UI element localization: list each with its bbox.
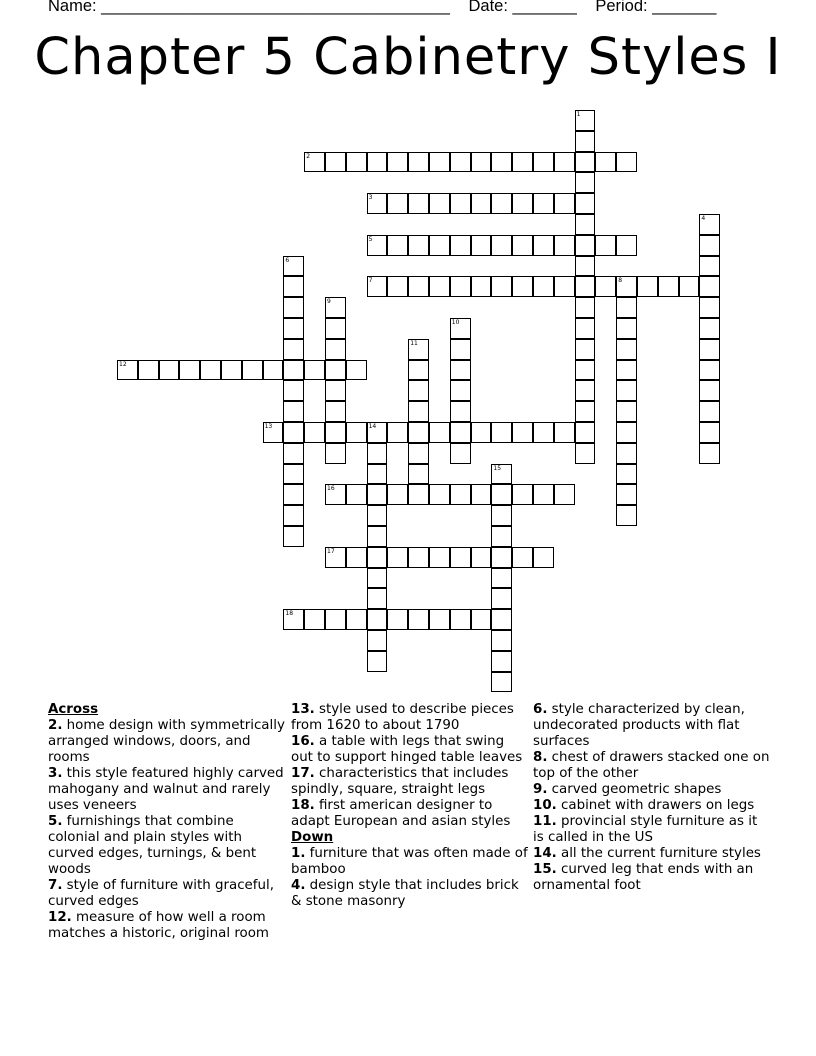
crossword-cell[interactable]: [575, 443, 596, 464]
clue-across-2: 2. home design with symmetrically arranged windows, doors, and rooms: [48, 718, 285, 765]
crossword-cell[interactable]: [408, 484, 429, 505]
crossword-cell[interactable]: [595, 152, 616, 173]
clue-number: 14: [368, 423, 377, 430]
crossword-cell[interactable]: [408, 339, 429, 360]
crossword-cell[interactable]: [387, 422, 408, 443]
crossword-cell[interactable]: [450, 360, 471, 381]
crossword-cell[interactable]: [491, 672, 512, 693]
clue-down-11: 11. provincial style furniture as it is called in the US: [533, 814, 758, 845]
crossword-cell[interactable]: [533, 235, 554, 256]
crossword-cell[interactable]: [450, 401, 471, 422]
crossword-cell[interactable]: [575, 214, 596, 235]
crossword-cell[interactable]: [699, 235, 720, 256]
crossword-cell[interactable]: [554, 235, 575, 256]
crossword-cell[interactable]: [450, 193, 471, 214]
crossword-cell[interactable]: [429, 484, 450, 505]
crossword-cell[interactable]: [575, 193, 596, 214]
crossword-cell[interactable]: [429, 547, 450, 568]
crossword-cell[interactable]: [367, 588, 388, 609]
crossword-cell[interactable]: [138, 360, 159, 381]
crossword-cell[interactable]: [429, 193, 450, 214]
crossword-cell[interactable]: [283, 401, 304, 422]
clue-number: 17: [327, 547, 335, 555]
crossword-cell[interactable]: [575, 256, 596, 277]
crossword-cell[interactable]: [221, 360, 242, 381]
crossword-cell[interactable]: [346, 360, 367, 381]
clue-across-18: 18. first american designer to adapt European and asian styles: [291, 798, 511, 829]
crossword-cell[interactable]: [429, 152, 450, 173]
clue-across-13: 13. style used to describe pieces from 1620 to about 1790: [291, 702, 514, 733]
crossword-cell[interactable]: [699, 214, 720, 235]
clue-across-17: 17. characteristics that includes spindly, square, straight legs: [291, 766, 509, 797]
crossword-cell[interactable]: [575, 276, 596, 297]
crossword-cell[interactable]: [283, 256, 304, 277]
crossword-cell[interactable]: [325, 380, 346, 401]
crossword-cell[interactable]: [699, 318, 720, 339]
crossword-cell[interactable]: [450, 276, 471, 297]
crossword-cell[interactable]: [575, 152, 596, 173]
crossword-cell[interactable]: [512, 422, 533, 443]
crossword-cell[interactable]: [408, 360, 429, 381]
page-title: Chapter 5 Cabinetry Styles I: [34, 28, 782, 87]
clue-number: 2: [306, 152, 311, 160]
crossword-cell[interactable]: [491, 276, 512, 297]
crossword-cell[interactable]: [367, 526, 388, 547]
crossword-cell[interactable]: [471, 193, 492, 214]
crossword-cell[interactable]: [491, 609, 512, 630]
crossword-cell[interactable]: [616, 318, 637, 339]
crossword-cell[interactable]: [408, 401, 429, 422]
crossword-cell[interactable]: [491, 630, 512, 651]
crossword-cell[interactable]: [616, 339, 637, 360]
crossword-cell[interactable]: [533, 422, 554, 443]
crossword-cell[interactable]: [533, 276, 554, 297]
crossword-cell[interactable]: [325, 401, 346, 422]
crossword-cell[interactable]: [367, 484, 388, 505]
crossword-cell[interactable]: [325, 360, 346, 381]
crossword-cell[interactable]: [367, 568, 388, 589]
clues-column-3: [533, 702, 771, 894]
crossword-cell[interactable]: [408, 443, 429, 464]
crossword-cell[interactable]: [575, 422, 596, 443]
name-field[interactable]: Name: ______________________________________: [48, 0, 450, 15]
crossword-cell[interactable]: [408, 380, 429, 401]
crossword-cell[interactable]: [658, 276, 679, 297]
crossword-cell[interactable]: [554, 193, 575, 214]
crossword-cell[interactable]: [367, 505, 388, 526]
clue-number: 13: [264, 423, 273, 430]
crossword-cell[interactable]: [699, 443, 720, 464]
crossword-cell[interactable]: [325, 339, 346, 360]
crossword-cell[interactable]: [512, 276, 533, 297]
crossword-cell[interactable]: [575, 380, 596, 401]
crossword-cell[interactable]: [491, 547, 512, 568]
clues-column-2: [291, 702, 529, 910]
crossword-cell[interactable]: [367, 193, 388, 214]
crossword-cell[interactable]: [616, 297, 637, 318]
crossword-cell[interactable]: [325, 422, 346, 443]
clue-down-10: 10. cabinet with drawers on legs: [533, 798, 755, 813]
crossword-cell[interactable]: [367, 152, 388, 173]
clue-across-7: 7. style of furniture with graceful, curved edges: [48, 878, 274, 909]
period-field[interactable]: Period: _______: [595, 0, 717, 15]
clue-down-1: 1. furniture that was often made of bamboo: [291, 846, 528, 877]
clue-across-5: 5. furnishings that combine colonial and plain styles with curved edges, turnings, & bent woods: [48, 814, 257, 877]
clue-across-16: 16. a table with legs that swing out to support hinged table leaves: [291, 734, 523, 765]
crossword-cell[interactable]: [699, 256, 720, 277]
crossword-cell[interactable]: [429, 422, 450, 443]
clue-number: 18: [285, 610, 294, 618]
crossword-cell[interactable]: [346, 547, 367, 568]
crossword-cell[interactable]: [408, 547, 429, 568]
crossword-cell[interactable]: [408, 609, 429, 630]
crossword-cell[interactable]: [699, 422, 720, 443]
crossword-cell[interactable]: [450, 339, 471, 360]
crossword-cell[interactable]: [554, 276, 575, 297]
crossword-cell[interactable]: [408, 464, 429, 485]
crossword-cell[interactable]: [450, 152, 471, 173]
crossword-cell[interactable]: [325, 443, 346, 464]
crossword-cell[interactable]: [575, 110, 596, 131]
crossword-cell[interactable]: [554, 484, 575, 505]
crossword-cell[interactable]: [283, 360, 304, 381]
crossword-cell[interactable]: [408, 422, 429, 443]
crossword-cell[interactable]: [117, 360, 138, 381]
crossword-cell[interactable]: [367, 235, 388, 256]
crossword-cell[interactable]: [491, 568, 512, 589]
crossword-cell[interactable]: [367, 464, 388, 485]
crossword-cell[interactable]: [679, 276, 700, 297]
crossword-cell[interactable]: [283, 609, 304, 630]
crossword-cell[interactable]: [533, 547, 554, 568]
crossword-cell[interactable]: [346, 609, 367, 630]
crossword-cell[interactable]: [616, 401, 637, 422]
crossword-cell[interactable]: [304, 609, 325, 630]
crossword-cell[interactable]: [471, 547, 492, 568]
clue-down-6: 6. style characterized by clean, undecorated products with flat surfaces: [533, 702, 745, 749]
crossword-cell[interactable]: [595, 276, 616, 297]
crossword-cell[interactable]: [554, 422, 575, 443]
crossword-cell[interactable]: [450, 422, 471, 443]
crossword-cell[interactable]: [325, 318, 346, 339]
crossword-cell[interactable]: [283, 505, 304, 526]
clue-down-4: 4. design style that includes brick & stone masonry: [291, 878, 519, 909]
crossword-cell[interactable]: [450, 235, 471, 256]
clue-number: 6: [285, 256, 290, 264]
crossword-cell[interactable]: [471, 484, 492, 505]
crossword-cell[interactable]: [408, 193, 429, 214]
crossword-cell[interactable]: [263, 422, 284, 443]
crossword-cell[interactable]: [471, 422, 492, 443]
crossword-cell[interactable]: [616, 484, 637, 505]
crossword-cell[interactable]: [491, 152, 512, 173]
crossword-cell[interactable]: [575, 318, 596, 339]
clue-number: 16: [327, 485, 335, 493]
crossword-cell[interactable]: [554, 152, 575, 173]
crossword-cell[interactable]: [179, 360, 200, 381]
crossword-cell[interactable]: [616, 276, 637, 297]
clue-number: 3: [368, 194, 373, 202]
clue-down-15: 15. curved leg that ends with an ornamental foot: [533, 862, 754, 893]
crossword-cell[interactable]: [367, 547, 388, 568]
crossword-cell[interactable]: [533, 152, 554, 173]
crossword-cell[interactable]: [533, 484, 554, 505]
crossword-cell[interactable]: [429, 235, 450, 256]
across-heading: Across: [48, 702, 99, 717]
crossword-cell[interactable]: [616, 422, 637, 443]
crossword-cell[interactable]: [283, 380, 304, 401]
crossword-cell[interactable]: [491, 526, 512, 547]
crossword-cell[interactable]: [533, 193, 554, 214]
crossword-cell[interactable]: [387, 547, 408, 568]
clue-number: 15: [493, 464, 502, 472]
crossword-cell[interactable]: [408, 276, 429, 297]
clue-number: 11: [410, 339, 418, 347]
crossword-cell[interactable]: [387, 152, 408, 173]
crossword-cell[interactable]: [283, 484, 304, 505]
crossword-cell[interactable]: [491, 422, 512, 443]
crossword-cell[interactable]: [283, 339, 304, 360]
clue-down-8: 8. chest of drawers stacked one on top of the other: [533, 750, 770, 781]
crossword-cell[interactable]: [699, 297, 720, 318]
clue-number: 9: [327, 298, 331, 306]
crossword-cell[interactable]: [616, 464, 637, 485]
crossword-cell[interactable]: [429, 609, 450, 630]
clue-number: 4: [701, 215, 706, 222]
crossword-cell[interactable]: [616, 443, 637, 464]
crossword-cell[interactable]: [699, 380, 720, 401]
crossword-cell[interactable]: [450, 484, 471, 505]
crossword-cell[interactable]: [616, 505, 637, 526]
crossword-cell[interactable]: [491, 235, 512, 256]
crossword-cell[interactable]: [512, 235, 533, 256]
crossword-cell[interactable]: [512, 193, 533, 214]
clue-number: 5: [368, 235, 373, 243]
crossword-cell[interactable]: [512, 152, 533, 173]
crossword-cell[interactable]: [325, 297, 346, 318]
crossword-cell[interactable]: [408, 152, 429, 173]
crossword-cell[interactable]: [512, 547, 533, 568]
crossword-cell[interactable]: [346, 152, 367, 173]
clues-column-1: [48, 702, 286, 942]
crossword-cell[interactable]: [200, 360, 221, 381]
crossword-cell[interactable]: [263, 360, 284, 381]
crossword-cell[interactable]: [325, 152, 346, 173]
crossword-cell[interactable]: [491, 505, 512, 526]
crossword-cell[interactable]: [699, 360, 720, 381]
crossword-cell[interactable]: [471, 609, 492, 630]
crossword-cell[interactable]: [283, 318, 304, 339]
crossword-cell[interactable]: [325, 547, 346, 568]
clue-down-9: 9. carved geometric shapes: [533, 782, 722, 797]
crossword-cell[interactable]: [387, 484, 408, 505]
crossword-cell[interactable]: [450, 547, 471, 568]
crossword-cell[interactable]: [575, 339, 596, 360]
crossword-cell[interactable]: [242, 360, 263, 381]
clue-across-3: 3. this style featured highly carved mahogany and walnut and rarely uses veneers: [48, 766, 284, 813]
crossword-cell[interactable]: [575, 297, 596, 318]
crossword-cell[interactable]: [367, 422, 388, 443]
crossword-cell[interactable]: [616, 235, 637, 256]
crossword-cell[interactable]: [575, 131, 596, 152]
crossword-cell[interactable]: [367, 276, 388, 297]
clue-number: 7: [368, 277, 373, 285]
crossword-cell[interactable]: [616, 152, 637, 173]
crossword-cell[interactable]: [159, 360, 180, 381]
crossword-cell[interactable]: [387, 235, 408, 256]
crossword-cell[interactable]: [471, 276, 492, 297]
clue-down-14: 14. all the current furniture styles: [533, 846, 761, 861]
crossword-cell[interactable]: [283, 422, 304, 443]
crossword-cell[interactable]: [699, 401, 720, 422]
crossword-cell[interactable]: [491, 588, 512, 609]
crossword-cell[interactable]: [491, 484, 512, 505]
crossword-cell[interactable]: [283, 464, 304, 485]
clue-number: 12: [119, 360, 127, 368]
crossword-cell[interactable]: [575, 401, 596, 422]
crossword-cell[interactable]: [491, 193, 512, 214]
crossword-cell[interactable]: [491, 464, 512, 485]
crossword-cell[interactable]: [367, 651, 388, 672]
clue-number: 10: [451, 319, 460, 326]
crossword-cell[interactable]: [471, 152, 492, 173]
crossword-cell[interactable]: [699, 276, 720, 297]
crossword-cell[interactable]: [387, 609, 408, 630]
crossword-cell[interactable]: [429, 276, 450, 297]
crossword-cell[interactable]: [637, 276, 658, 297]
crossword-cell[interactable]: [283, 276, 304, 297]
crossword-cell[interactable]: [283, 443, 304, 464]
crossword-cell[interactable]: [471, 235, 492, 256]
crossword-cell[interactable]: [346, 422, 367, 443]
crossword-cell[interactable]: [325, 484, 346, 505]
crossword-cell[interactable]: [283, 297, 304, 318]
date-field[interactable]: Date: _______: [468, 0, 577, 15]
down-heading: Down: [291, 830, 334, 845]
crossword-cell[interactable]: [450, 318, 471, 339]
crossword-cell[interactable]: [575, 360, 596, 381]
crossword-cell[interactable]: [616, 380, 637, 401]
crossword-cell[interactable]: [575, 172, 596, 193]
crossword-cell[interactable]: [616, 360, 637, 381]
crossword-cell[interactable]: [512, 484, 533, 505]
crossword-cell[interactable]: [595, 235, 616, 256]
crossword-cell[interactable]: [575, 235, 596, 256]
crossword-cell[interactable]: [387, 276, 408, 297]
crossword-cell[interactable]: [346, 484, 367, 505]
crossword-cell[interactable]: [367, 609, 388, 630]
crossword-cell[interactable]: [325, 609, 346, 630]
crossword-cell[interactable]: [491, 651, 512, 672]
clue-across-12: 12. measure of how well a room matches a historic, original room: [48, 910, 269, 941]
crossword-cell[interactable]: [367, 443, 388, 464]
crossword-cell[interactable]: [367, 630, 388, 651]
crossword-cell[interactable]: [304, 360, 325, 381]
crossword-cell[interactable]: [450, 609, 471, 630]
clue-number: 1: [576, 111, 581, 118]
crossword-cell[interactable]: [304, 422, 325, 443]
crossword-cell[interactable]: [283, 526, 304, 547]
crossword-cell[interactable]: [304, 152, 325, 173]
crossword-cell[interactable]: [450, 443, 471, 464]
crossword-cell[interactable]: [450, 380, 471, 401]
crossword-cell[interactable]: [699, 339, 720, 360]
clue-number: 8: [618, 277, 623, 285]
crossword-cell[interactable]: [387, 193, 408, 214]
crossword-cell[interactable]: [408, 235, 429, 256]
